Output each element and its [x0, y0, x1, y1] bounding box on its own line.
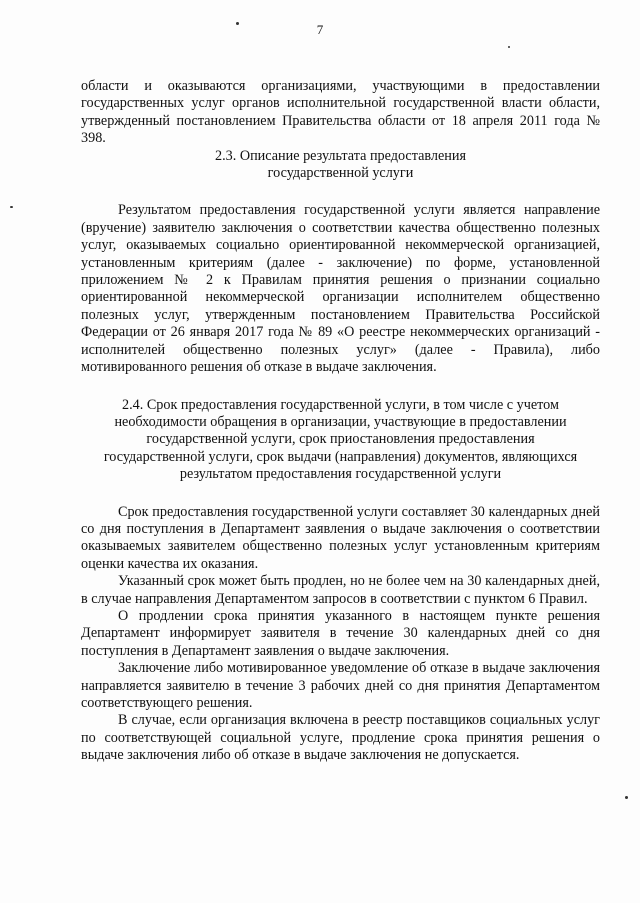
page-number: 7: [316, 22, 324, 37]
scan-speck: [236, 22, 239, 25]
section-2-4-paragraph: О продлении срока принятия указанного в настоящем пункте решения Департамент информирует заявителя в течение 30 календарных дней со дня поступления в Департамент заявления о выдаче заключения.: [81, 607, 600, 659]
section-2-4-paragraph: В случае, если организация включена в реестр поставщиков социальных услуг по соответствующей социальной услуге, продление срока принятия решения о выдаче заключения либо об отказе в выдаче заключения не допускается.: [81, 712, 600, 764]
section-2-4-paragraph: Срок предоставления государственной услуги составляет 30 календарных дней со дня поступления в Департамент заявления о выдаче заключения о соответствии оказываемых заявителем общественно полезных услуг установленным критериям оценки качества их оказания.: [81, 503, 600, 572]
scan-speck: [10, 206, 13, 208]
continuation-paragraph: области и оказываются организациями, участвующими в предоставлении государственных услуг органов исполнительной государственной власти области, утвержденный постановлением Правительства области от 18 апреля 2011 года № 398.: [81, 78, 600, 147]
section-2-4-heading-line: государственной услуги, срок приостановления предоставления: [146, 431, 535, 448]
section-2-4-heading: [81, 397, 600, 484]
section-2-4-heading-line: государственной услуги, срок выдачи (направления) документов, являющихся: [103, 448, 578, 465]
scan-speck: [508, 46, 510, 48]
section-2-4-paragraph: Заключение либо мотивированное уведомление об отказе в выдаче заключения направляется заявителю в течение 3 рабочих дней со дня принятия Департаментом соответствующего решения.: [81, 660, 600, 711]
section-2-3-heading: [81, 148, 600, 183]
section-2-3-paragraph: Результатом предоставления государственной услуги является направление (вручение) заявителю заключения о соответствии качества общественно полезных услуг, оказываемых социально ориентированной некоммерческой организацией, установленным критериям (далее - заключение) по форме, установленной приложением № 2 к Правилам принятия решения о признании социально ориентированной некоммерческой организации исполнителем общественно полезных услуг, утвержденным постановлением Правительства Российской Федерации от 26 января 2017 года № 89 «О реестре некоммерческих организаций - исполнителей общественно полезных услуг» (далее - Правила), либо мотивированного решения об отказе в выдаче заключения.: [81, 202, 600, 376]
section-2-3-heading-line: 2.3. Описание результата предоставления: [215, 147, 466, 164]
section-2-4-heading-line: 2.4. Срок предоставления государственной услуги, в том числе с учетом: [122, 396, 559, 413]
section-2-4-paragraph: Указанный срок может быть продлен, но не более чем на 30 календарных дней, в случае направления Департаментом запросов в соответствии с пунктом 6 Правил.: [81, 573, 600, 607]
scan-speck: [625, 796, 628, 799]
section-2-3-heading-line: государственной услуги: [267, 165, 414, 182]
section-2-4-heading-line: результатом предоставления государственной услуги: [179, 466, 502, 483]
section-2-4-body: [81, 504, 600, 765]
document-body: [81, 78, 600, 765]
section-2-4-heading-line: необходимости обращения в организации, участвующие в предоставлении: [114, 413, 567, 430]
